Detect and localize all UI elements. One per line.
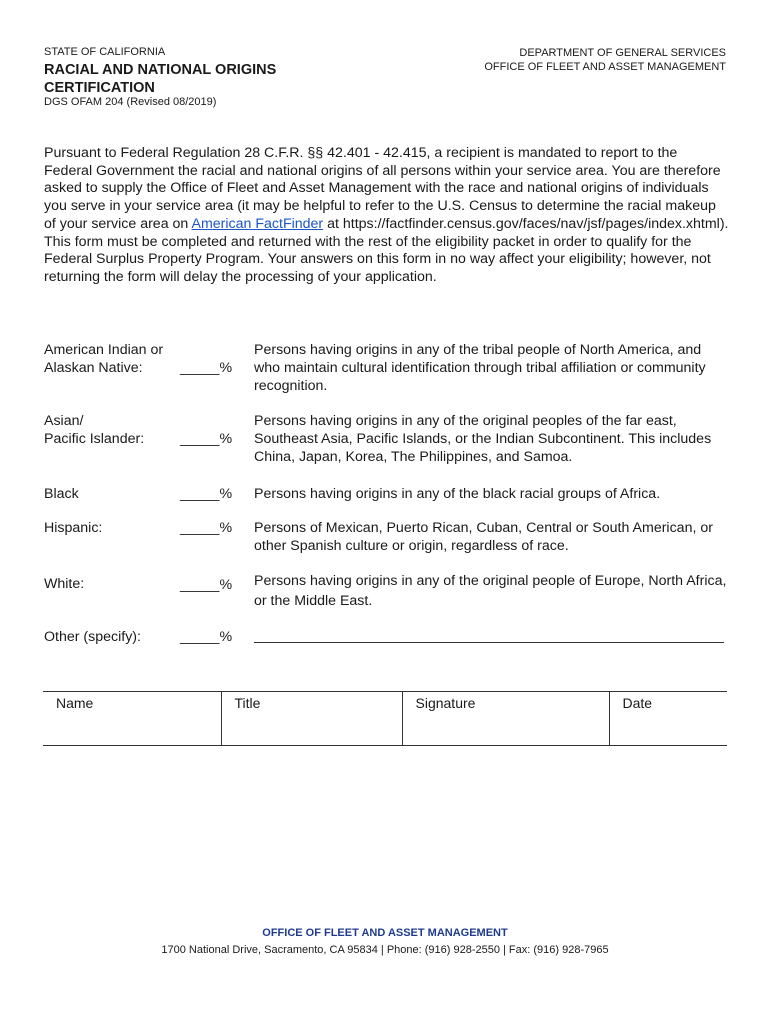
origin-description: Persons having origins in any of the original people of Europe, North Africa, or the Middle East.: [254, 573, 727, 609]
department-name: DEPARTMENT OF GENERAL SERVICES: [519, 47, 726, 59]
state-label: STATE OF CALIFORNIA: [44, 46, 166, 58]
origin-label: Other (specify):: [44, 629, 141, 645]
percent-field[interactable]: _____%: [180, 520, 233, 536]
origin-description: Persons having origins in any of the black racial groups of Africa.: [254, 486, 661, 502]
origin-label-line1: American Indian or: [44, 342, 164, 358]
footer-contact-info: 1700 National Drive, Sacramento, CA 95834 | Phone: (916) 928-2550 | Fax: (916) 928-7965: [161, 944, 609, 956]
percent-field[interactable]: _____%: [180, 577, 233, 593]
origin-label-line2: Alaskan Native:: [44, 360, 143, 376]
origin-description: Persons of Mexican, Puerto Rican, Cuban, Central or South American, or other Spanish culture or origin, regardless of race.: [254, 520, 713, 554]
department-header: [484, 46, 726, 74]
intro-text-before-link: Pursuant to Federal Regulation 28 C.F.R. §§ 42.401 - 42.415, a recipient is mandated to report to the Federal Government the racial and national origins of all persons within your service area. You are therefore asked to supply the Office of Fleet and Asset Management with the race and national origins of individuals you serve in your service area (it may be helpful to refer to the U.S. Census to determine the racial makeup of your service area on: [44, 145, 721, 232]
percent-field[interactable]: _____%: [180, 629, 233, 645]
american-factfinder-link[interactable]: American FactFinder: [191, 215, 324, 232]
percent-field[interactable]: _____%: [180, 486, 233, 502]
percent-field[interactable]: _____%: [180, 431, 233, 447]
origin-label: Black: [44, 486, 79, 502]
intro-text-after-link: at https://factfinder.census.gov/faces/nav/jsf/pages/index.xhtml). This form must be completed and returned with the rest of the eligibility packet in order to qualify for the Federal Surplus Property Program. Your answers on this form in no way affect your eligibility; however, not returning the form will delay the processing of your application.: [44, 215, 729, 285]
origin-label: Hispanic:: [44, 520, 103, 536]
percent-field[interactable]: _____%: [180, 360, 233, 376]
form-title: RACIAL AND NATIONAL ORIGINS CERTIFICATION: [44, 62, 277, 96]
origin-row-hispanic: [44, 519, 729, 555]
intro-paragraph: [44, 145, 729, 287]
origin-description: Persons having origins in any of the tribal people of North America, and who maintain cultural identification through tribal affiliation or community recognition.: [254, 342, 706, 394]
footer-office-name: OFFICE OF FLEET AND ASSET MANAGEMENT: [262, 927, 508, 939]
title-field[interactable]: Title: [221, 692, 402, 746]
origin-row-other: [44, 628, 729, 648]
origin-row-asian-pacific: [44, 412, 729, 466]
date-field[interactable]: Date: [609, 692, 727, 746]
origin-label: White:: [44, 576, 85, 592]
origin-label: [44, 412, 184, 448]
origin-description: Persons having origins in any of the original peoples of the far east, Southeast Asia, Pacific Islands, or the Indian Subcontinent. This includes China, Japan, Korea, The Philippines, and Samoa.: [254, 413, 712, 465]
origin-row-american-indian: [44, 341, 729, 395]
signature-field[interactable]: Signature: [402, 692, 609, 746]
origin-label-line2: Pacific Islander:: [44, 431, 145, 447]
other-specify-field[interactable]: [254, 637, 724, 643]
origin-row-white: [44, 571, 729, 611]
origin-label: [44, 341, 184, 377]
name-field[interactable]: Name: [43, 692, 221, 746]
origin-label-line1: Asian/: [44, 413, 84, 429]
office-name: OFFICE OF FLEET AND ASSET MANAGEMENT: [484, 61, 726, 73]
signature-table: [43, 691, 727, 746]
form-number: DGS OFAM 204 (Revised 08/2019): [44, 96, 217, 108]
origin-row-black: [44, 485, 729, 503]
